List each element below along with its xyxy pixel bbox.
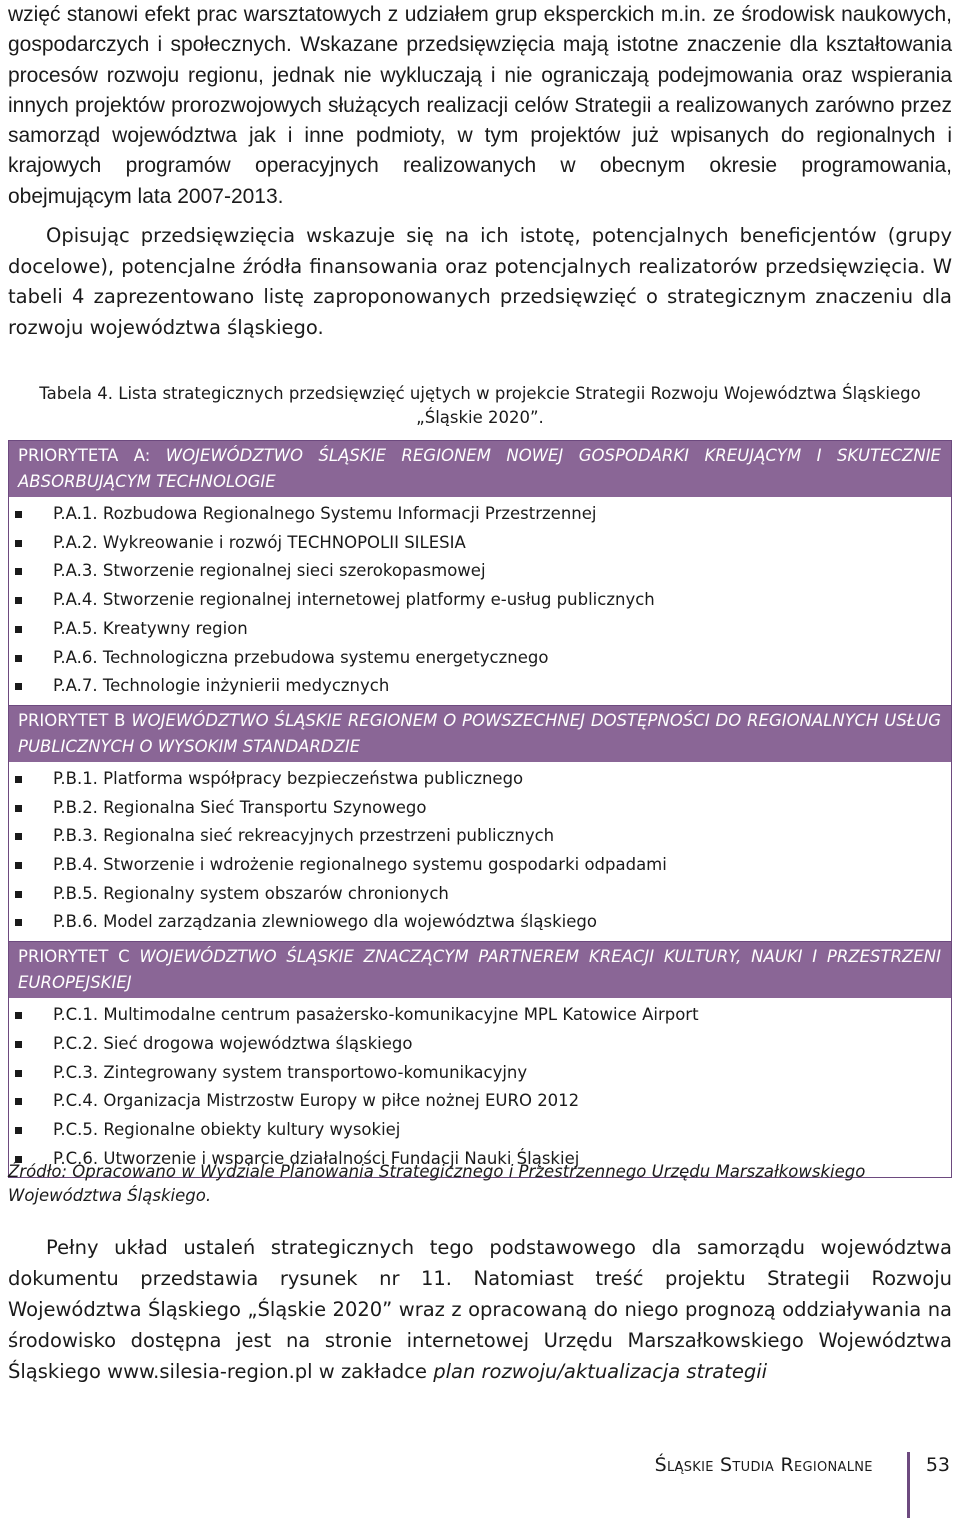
priority-c-header <box>9 941 951 998</box>
square-bullet-icon <box>15 805 22 812</box>
list-item: P.C.5. Regionalne obiekty kultury wysokiej <box>9 1116 951 1145</box>
priority-b-list <box>9 762 951 941</box>
page-number: 53 <box>925 1454 950 1476</box>
priority-a-list <box>9 497 951 705</box>
list-item: P.C.2. Sieć drogowa województwa śląskiego <box>9 1030 951 1059</box>
running-title: Śląskie Studia Regionalne <box>654 1454 873 1476</box>
square-bullet-icon <box>15 1041 22 1048</box>
square-bullet-icon <box>15 919 22 926</box>
priority-title: WOJEWÓDZTWO ŚLĄSKIE ZNACZĄCYM PARTNEREM KREACJI KULTURY, NAUKI I PRZESTRZENI EUROPEJSKIEJ <box>18 947 941 993</box>
list-item: P.B.4. Stworzenie i wdrożenie regionalnego systemu gospodarki odpadami <box>9 851 951 880</box>
square-bullet-icon <box>15 511 22 518</box>
square-bullet-icon <box>15 776 22 783</box>
square-bullet-icon <box>15 891 22 898</box>
list-item: P.B.2. Regionalna Sieć Transportu Szynowego <box>9 794 951 823</box>
square-bullet-icon <box>15 597 22 604</box>
list-item: P.A.2. Wykreowanie i rozwój TECHNOPOLII SILESIA <box>9 529 951 558</box>
list-item: P.C.4. Organizacja Mistrzostw Europy w piłce nożnej EURO 2012 <box>9 1087 951 1116</box>
list-item: P.B.5. Regionalny system obszarów chronionych <box>9 880 951 909</box>
list-item: P.A.5. Kreatywny region <box>9 615 951 644</box>
paragraph-bottom-text: Pełny układ ustaleń strategicznych tego podstawowego dla samorządu województwa dokumentu przedstawia rysunek nr 11. Natomiast treść projektu Strategii Rozwoju Województwa Śląskiego „Śląskie 2020” wraz z opracowaną do niego prognozą oddziaływania na środowisko dostępna jest na stronie internetowej Urzędu Marszałkowskiego Województwa Śląskiego www.silesia-region.pl w zakładce <box>8 1236 952 1383</box>
paragraph-bottom-italic: plan rozwoju/aktualizacja strategii <box>433 1360 768 1383</box>
priority-code: PRIORYTETA A: <box>18 446 151 465</box>
list-item: P.A.4. Stworzenie regionalnej internetowej platformy e-usług publicznych <box>9 586 951 615</box>
list-item: P.C.6. Utworzenie i wsparcie działalności Fundacji Nauki Śląskiej <box>9 1145 951 1174</box>
square-bullet-icon <box>15 1098 22 1105</box>
priority-b-header <box>9 705 951 762</box>
square-bullet-icon <box>15 683 22 690</box>
square-bullet-icon <box>15 655 22 662</box>
square-bullet-icon <box>15 833 22 840</box>
square-bullet-icon <box>15 568 22 575</box>
priority-code: PRIORYTET C <box>18 947 130 967</box>
list-item: P.B.1. Platforma współpracy bezpieczeństwa publicznego <box>9 765 951 794</box>
square-bullet-icon <box>15 1127 22 1134</box>
square-bullet-icon <box>15 626 22 633</box>
footer-divider <box>907 1452 910 1518</box>
list-item: P.B.6. Model zarządzania zlewniowego dla województwa śląskiego <box>9 908 951 937</box>
square-bullet-icon <box>15 862 22 869</box>
paragraph-top: wzięć stanowi efekt prac warsztatowych z udziałem grup eksperckich m.in. ze środowisk naukowych, gospodarczych i społecznych. Wskazane przedsięwzięcia mają istotne znaczenie dla kształtowania procesów rozwoju regionu, jednak nie wykluczają i nie ograniczają podejmowania oraz wspierania innych projektów prorozwojowych służących realizacji celów Strategii a realizowanych zarówno przez samorząd województwa jak i inne podmioty, w tym projektów już wpisanych do regionalnych i krajowych programów operacyjnych realizowanych w obecnym okresie programowania, obejmującym lata 2007-2013. <box>8 3 952 208</box>
priority-title: WOJEWÓDZTWO ŚLĄSKIE REGIONEM NOWEJ GOSPODARKI KREUJĄCYM I SKUTECZNIE ABSORBUJĄCYM TECHNOLOGIE <box>18 446 941 491</box>
square-bullet-icon <box>15 540 22 547</box>
list-item: P.A.1. Rozbudowa Regionalnego Systemu Informacji Przestrzennej <box>9 500 951 529</box>
list-item: P.A.3. Stworzenie regionalnej sieci szerokopasmowej <box>9 557 951 586</box>
priority-code: PRIORYTET B <box>18 710 126 730</box>
list-item: P.C.3. Zintegrowany system transportowo-komunikacyjny <box>9 1059 951 1088</box>
square-bullet-icon <box>15 1012 22 1019</box>
list-item: P.A.6. Technologiczna przebudowa systemu energetycznego <box>9 644 951 673</box>
paragraph-bottom <box>8 1232 952 1387</box>
paragraph-second: Opisując przedsięwzięcia wskazuje się na ich istotę, potencjalnych beneficjentów (grupy docelowe), potencjalne źródła finansowania oraz potencjalnych realizatorów przedsięwzięcia. W tabeli 4 zaprezentowano listę zaproponowanych przedsięwzięć o strategicznym znaczeniu dla rozwoju województwa śląskiego. <box>8 224 952 339</box>
source-note: Źródło: Opracowano w Wydziale Planowania Strategicznego i Przestrzennego Urzędu Marszałkowskiego Województwa Śląskiego. <box>8 1162 866 1205</box>
list-item: P.B.3. Regionalna sieć rekreacyjnych przestrzeni publicznych <box>9 822 951 851</box>
priority-c-list <box>9 998 951 1177</box>
priority-title: WOJEWÓDZTWO ŚLĄSKIE REGIONEM O POWSZECHNEJ DOSTĘPNOŚCI DO REGIONALNYCH USŁUG PUBLICZNYCH O WYSOKIM STANDARDZIE <box>18 710 941 756</box>
table-caption: Tabela 4. Lista strategicznych przedsięwzięć ujętych w projekcie Strategii Rozwoju Województwa Śląskiego „Śląskie 2020”. <box>39 384 921 427</box>
list-item: P.C.1. Multimodalne centrum pasażersko-komunikacyjne MPL Katowice Airport <box>9 1001 951 1030</box>
page-footer <box>655 1452 952 1522</box>
strategic-projects-table <box>8 440 952 1178</box>
priority-a-header <box>9 441 951 497</box>
list-item: P.A.7. Technologie inżynierii medycznych <box>9 672 951 701</box>
square-bullet-icon <box>15 1070 22 1077</box>
